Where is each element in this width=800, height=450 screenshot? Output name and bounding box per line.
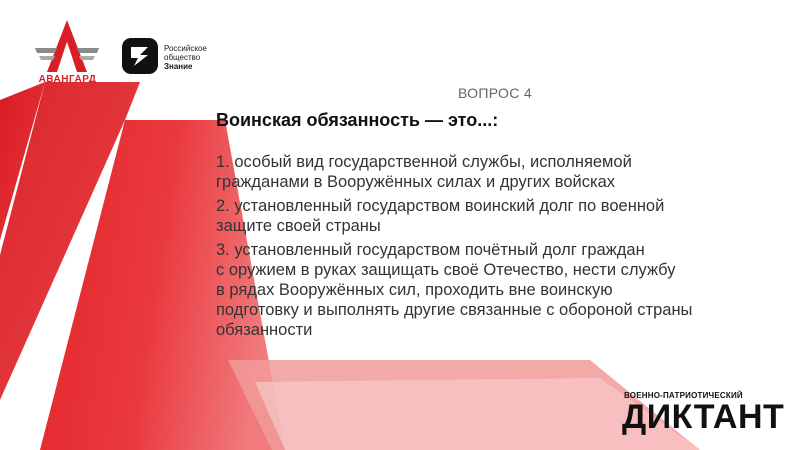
question-number: ВОПРОС 4	[458, 85, 532, 101]
avangard-wordmark: АВАНГАРД	[38, 74, 97, 85]
znanie-line-3: Знание	[164, 62, 193, 71]
znanie-line-1: Российское	[164, 44, 207, 53]
answer-option-2: 2. установленный государством воинский долг по военной защите своей страны	[216, 197, 665, 235]
question-title: Воинская обязанность — это...:	[216, 110, 499, 130]
znanie-text	[164, 44, 207, 71]
avangard-logo	[30, 18, 105, 90]
znanie-logo	[122, 38, 232, 78]
answer-option-3: 3. установленный государством почётный долг граждан с оружием в руках защищать своё Отечество, нести службу в рядах Вооружённых сил, проходить вне воинскую подготовку и выполнять другие связанные с обороной страны обязанности	[216, 241, 693, 339]
znanie-mark-icon	[122, 38, 158, 74]
answer-list	[216, 152, 796, 344]
dictant-subtitle: ВОЕННО-ПАТРИОТИЧЕСКИЙ	[624, 391, 743, 400]
dictant-title: ДИКТАНТ	[622, 398, 785, 436]
avangard-emblem-icon	[35, 18, 99, 74]
answer-option-1: 1. особый вид государственной службы, исполняемой гражданами в Вооружённых силах и других войсках	[216, 153, 632, 191]
znanie-line-2: общество	[164, 53, 201, 62]
